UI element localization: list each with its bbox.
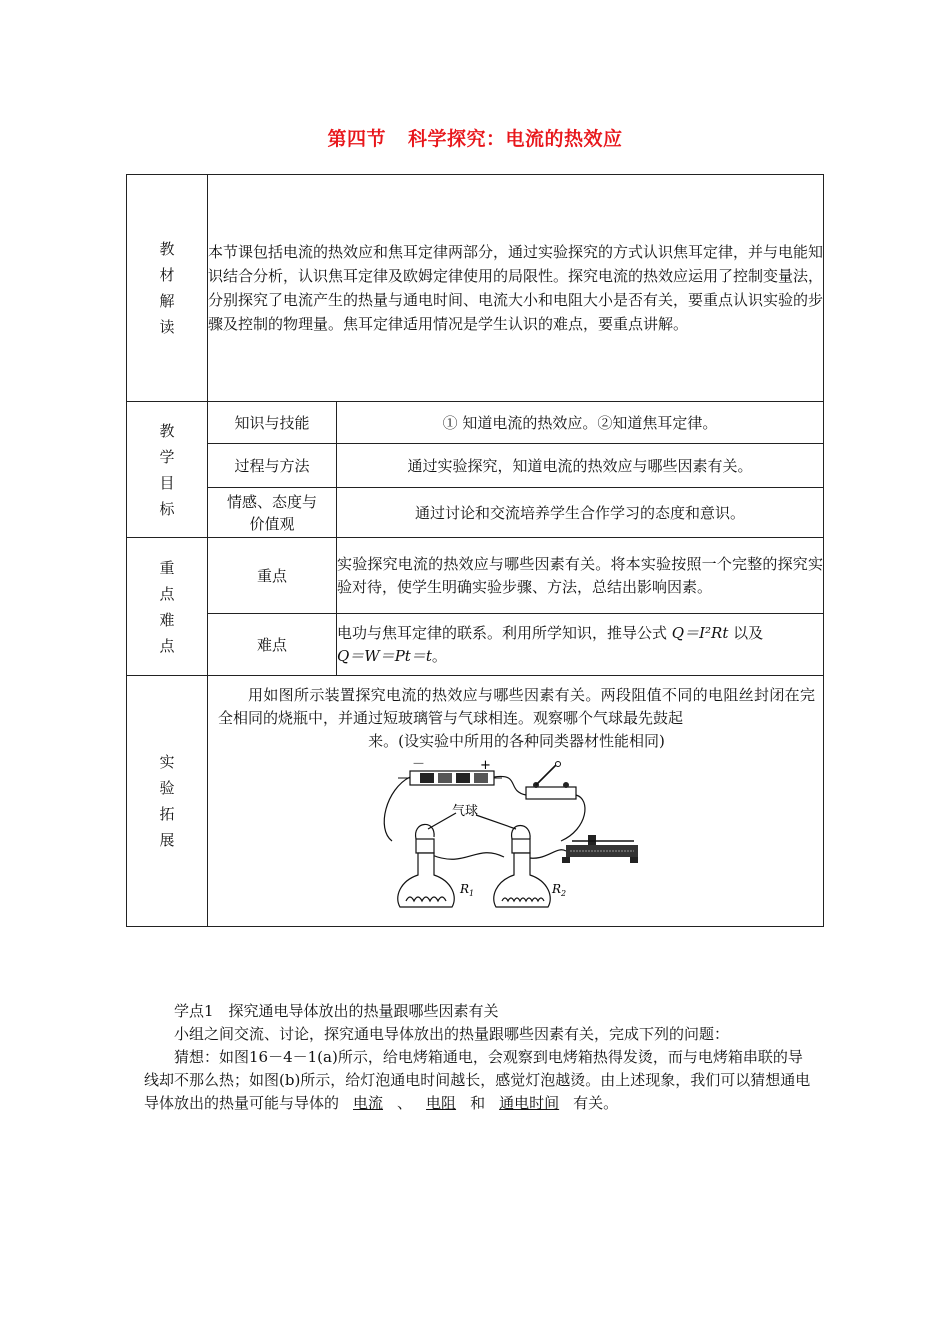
goal-text: ① 知道电流的热效应。②知道焦耳定律。 <box>337 402 824 444</box>
balloon-tube-2 <box>512 825 531 839</box>
label-char: 教 <box>159 421 175 440</box>
label-char: 验 <box>159 779 175 797</box>
difficulty-text-b: 以及 <box>733 623 764 642</box>
key-name: 重点 <box>208 538 337 614</box>
label-key <box>127 538 208 676</box>
wire-switch-rheostat <box>561 795 585 841</box>
wire-battery-switch <box>494 776 526 795</box>
wire-left <box>384 777 410 841</box>
blank-resistance: 电阻 <box>426 1094 457 1112</box>
row-intro <box>127 175 824 402</box>
r1-subscript: 1 <box>469 888 475 898</box>
title-section: 第四节 <box>327 128 386 150</box>
row-difficulty <box>127 614 824 676</box>
page-title <box>0 124 950 151</box>
experiment-text-main: 用如图所示装置探究电流的热效应与哪些因素有关。两段阻值不同的电阻丝封闭在完全相同的烧瓶中，并通过短玻璃管与气球相连。观察哪个气球最先鼓起 <box>218 685 815 727</box>
row-key-point <box>127 538 824 614</box>
balloon-pointer-2 <box>476 815 516 829</box>
para-2-text: 猜想：如图16－4－1(a)所示，给电烤箱通电，会观察到电烤箱热得发烫，而与电烤箱串联的导线却不那么热；如图(b)所示，给灯泡通电时间越长，感觉灯泡越烫。由上述现象，我们可以猜想通电导体放出的热量可能与导体的 <box>144 1048 811 1112</box>
row-goal-knowledge <box>127 402 824 444</box>
battery-plus: + <box>480 758 491 773</box>
label-goals <box>127 402 208 538</box>
label-char: 展 <box>159 831 175 849</box>
label-char: 目 <box>159 473 175 492</box>
label-intro <box>127 175 208 402</box>
separator: 、 <box>397 1094 413 1112</box>
goal-text: 通过讨论和交流培养学生合作学习的态度和意识。 <box>337 488 824 538</box>
experiment-cell <box>208 676 824 927</box>
key-text: 实验探究电流的热效应与哪些因素有关。将本实验按照一个完整的探究实验对待，使学生明确实验步骤、方法，总结出影响因素。 <box>337 538 824 614</box>
formula-joule: Q＝I²Rt <box>671 623 729 642</box>
label-char: 实 <box>159 753 175 771</box>
goal-name: 知识与技能 <box>208 402 337 444</box>
balloon-label: 气球 <box>452 803 479 819</box>
label-char: 点 <box>159 584 175 603</box>
label-char: 点 <box>159 636 175 655</box>
label-char: 拓 <box>159 805 175 823</box>
battery-minus: － <box>412 758 426 772</box>
difficulty-end: 。 <box>431 646 447 665</box>
r1-symbol: R <box>460 881 470 896</box>
switch-icon <box>526 761 576 799</box>
title-topic: 科学探究：电流的热效应 <box>408 128 623 150</box>
label-experiment <box>127 676 208 927</box>
rheostat-icon <box>562 835 638 863</box>
lesson-table <box>126 174 824 927</box>
resistor-r2-label <box>551 882 566 898</box>
difficulty-text-a: 电功与焦耳定律的联系。利用所学知识，推导公式 <box>337 623 668 642</box>
row-goal-process <box>127 444 824 488</box>
label-char: 解 <box>159 292 175 310</box>
goal-name: 过程与方法 <box>208 444 337 488</box>
section-para-1: 小组之间交流、讨论，探究通电导体放出的热量跟哪些因素有关，完成下列的问题： <box>174 1025 730 1043</box>
row-goal-attitude <box>127 488 824 538</box>
wire-between-flasks <box>432 852 504 859</box>
label-char: 读 <box>159 318 175 336</box>
formula-energy: Q＝W＝Pt＝t <box>337 646 432 665</box>
label-char: 学 <box>159 447 175 466</box>
goal-name-line: 价值观 <box>249 514 295 533</box>
experiment-text <box>208 684 823 753</box>
flask-r2-icon <box>494 839 551 907</box>
row-experiment <box>127 676 824 927</box>
goal-name <box>208 488 337 538</box>
r2-symbol: R <box>552 881 562 896</box>
para-2-tail: 有关。 <box>573 1094 619 1112</box>
difficulty-text <box>337 614 824 676</box>
resistor-r1-label <box>459 882 474 898</box>
section-para-2 <box>144 1046 814 1115</box>
section-body <box>144 1000 814 1115</box>
difficulty-name: 难点 <box>208 614 337 676</box>
blank-current: 电流 <box>353 1094 384 1112</box>
battery-icon <box>398 771 502 785</box>
label-char: 标 <box>159 499 175 518</box>
section-heading: 学点1 探究通电导体放出的热量跟哪些因素有关 <box>174 1002 499 1020</box>
experiment-text-end: 来。(设实验中所用的各种同类器材性能相同) <box>368 731 665 750</box>
label-char: 难 <box>159 610 175 629</box>
label-char: 材 <box>159 266 175 284</box>
flask-r1-icon <box>398 839 455 907</box>
r2-subscript: 2 <box>561 888 567 898</box>
label-char: 教 <box>159 240 175 258</box>
label-char: 重 <box>159 558 175 577</box>
separator: 和 <box>470 1094 486 1112</box>
blank-time: 通电时间 <box>499 1094 560 1112</box>
intro-text: 本节课包括电流的热效应和焦耳定律两部分，通过实验探究的方式认识焦耳定律，并与电能知识结合分析，认识焦耳定律及欧姆定律使用的局限性。探究电流的热效应运用了控制变量法，分别探究了电流产生的热量与通电时间、电流大小和电阻大小是否有关，要重点认识实验的步骤及控制的物理量。焦耳定律适用情况是学生认识的难点，要重点讲解。 <box>208 175 824 402</box>
apparatus-figure <box>376 759 646 919</box>
goal-name-line: 情感、态度与 <box>226 492 317 511</box>
goal-text: 通过实验探究，知道电流的热效应与哪些因素有关。 <box>337 444 824 488</box>
